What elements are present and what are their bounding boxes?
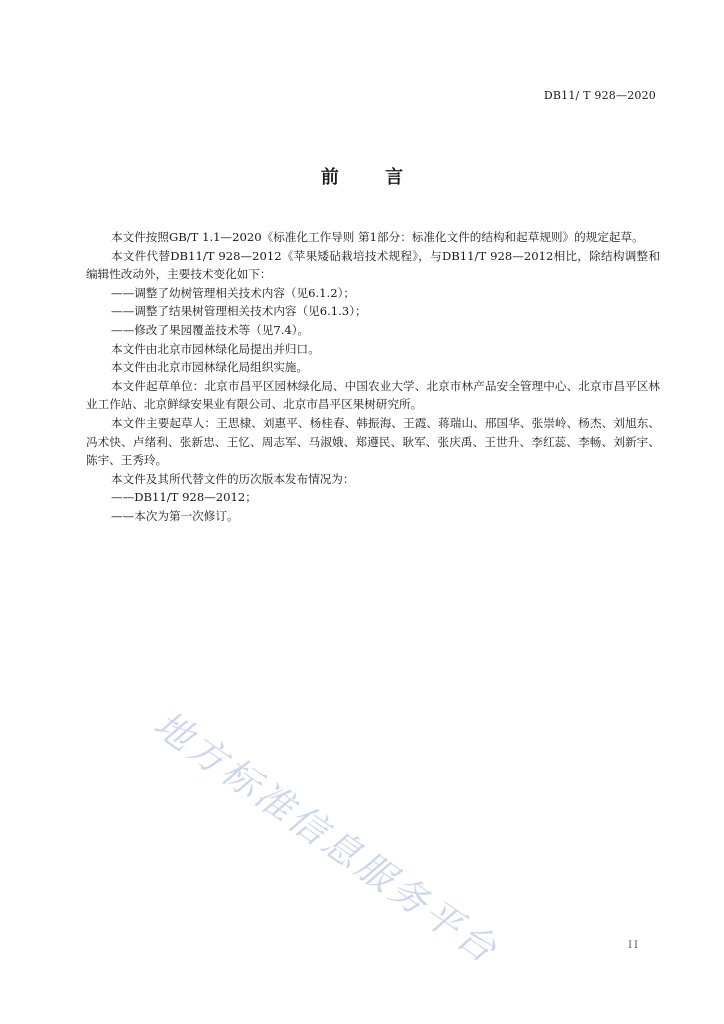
page-number: II [628,940,640,951]
change-item: ——调整了幼树管理相关技术内容（见6.1.2）； [111,285,355,300]
change-item: ——调整了结果树管理相关技术内容（见6.1.3）； [111,304,367,319]
history-item: ——DB11/T 928—2012； [111,490,257,505]
history-item: ——本次为第一次修订。 [111,508,239,523]
drafters-paragraph: 本文件主要起草人：王思棣、刘惠平、杨桂春、韩振海、王霞、蒋瑞山、邢国华、张崇岭、杨杰、刘旭东、冯术快、卢绪利、张新忠、王忆、周志军、马淑娥、郑遵民、耿军、张庆禹、王世升、李红蕊、李畅、刘新宇、陈宇、王秀玲。 [86,415,660,468]
drafting-units-paragraph: 本文件起草单位：北京市昌平区园林绿化局、中国农业大学、北京市林产品安全管理中心、北京市昌平区林业工作站、北京鲜绿安果业有限公司、北京市昌平区果树研究所。 [86,378,660,412]
watermark: 地方标准信息服务平台 [146,702,507,973]
replacement-paragraph: 本文件代替DB11/T 928—2012《苹果矮砧栽培技术规程》，与DB11/T 928—2012相比，除结构调整和编辑性改动外，主要技术变化如下： [86,248,660,282]
version-history-paragraph: 本文件及其所代替文件的历次版本发布情况为： [111,471,355,486]
drafting-basis-paragraph: 本文件按照GB/T 1.1—2020《标准化工作导则 第1部分：标准化文件的结构和起草规则》的规定起草。 [111,230,644,244]
page-title: 前 言 [320,167,424,188]
foreword-body [86,228,660,526]
implementer-paragraph: 本文件由北京市园林绿化局组织实施。 [111,360,309,375]
change-item: ——修改了果园覆盖技术等（见7.4）。 [111,322,310,337]
proposer-paragraph: 本文件由北京市园林绿化局提出并归口。 [111,341,320,356]
document-code: DB11/ T 928—2020 [543,89,656,102]
